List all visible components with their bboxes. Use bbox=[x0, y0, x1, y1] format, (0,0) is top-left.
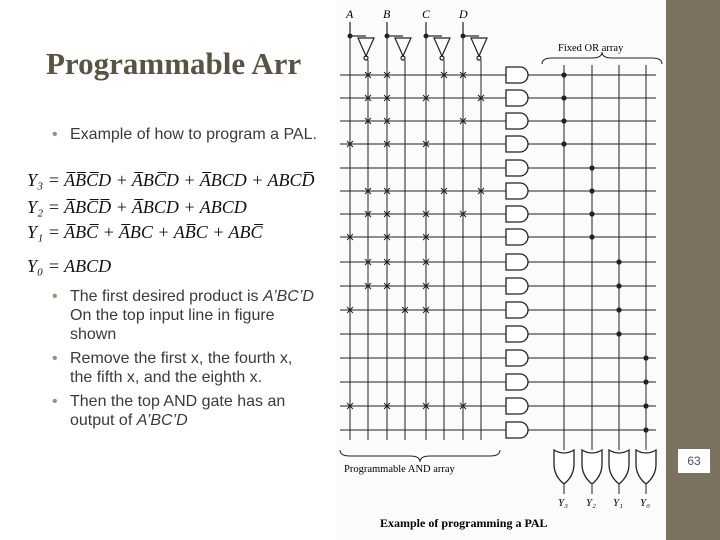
output-label-y3: Y₃ bbox=[558, 497, 568, 509]
equation-y3: Y₃ = A̅B̅C̅D + A̅BC̅D + A̅BCD + ABCD̅ bbox=[27, 170, 315, 190]
input-label-c: C bbox=[422, 7, 431, 21]
equation-y1: Y₁ = A̅BC̅ + A̅BC + AB̅C + ABC̅ bbox=[27, 222, 263, 242]
output-label-y1: Y₁ bbox=[613, 497, 623, 509]
or-output-lines bbox=[564, 484, 646, 494]
bullet-first-product bbox=[52, 287, 314, 344]
or-gates bbox=[554, 450, 656, 484]
and-array-label: Programmable AND array bbox=[344, 464, 455, 475]
page-number: 63 bbox=[677, 448, 711, 474]
bullet-example bbox=[52, 125, 322, 144]
or-connection-dots bbox=[561, 72, 648, 432]
bullet-output bbox=[52, 392, 314, 430]
pal-diagram bbox=[336, 0, 666, 540]
pal-figure bbox=[336, 0, 666, 540]
output-term: A’BC’D bbox=[136, 412, 188, 429]
bullet-remove-text: Remove the first x, the fourth x, the fifth x, and the eighth x. bbox=[70, 350, 293, 386]
product-term: A’BC’D bbox=[262, 288, 314, 305]
output-label-y0: Y₀ bbox=[640, 497, 650, 509]
or-array-label: Fixed OR array bbox=[558, 43, 624, 54]
bullet-dot: • bbox=[52, 288, 58, 305]
bullet-dot: • bbox=[52, 126, 58, 143]
bullet-first-product-text bbox=[52, 287, 314, 344]
and-brace bbox=[340, 450, 500, 462]
bullet-dot: • bbox=[52, 350, 58, 367]
bullet-remove bbox=[52, 349, 314, 387]
or-array-verticals bbox=[564, 65, 646, 450]
input-label-a: A bbox=[346, 7, 354, 21]
bullet-first-product-rest: On the top input line in figure shown bbox=[70, 307, 275, 343]
input-label-d: D bbox=[459, 7, 468, 21]
slide-title: Programmable Arr bbox=[46, 46, 302, 81]
bullet-first-product-prefix: The first desired product is bbox=[70, 288, 259, 305]
output-label-y2: Y₂ bbox=[586, 497, 596, 509]
figure-caption: Example of programming a PAL bbox=[380, 516, 548, 530]
bullet-dot: • bbox=[52, 393, 58, 410]
input-label-b: B bbox=[383, 7, 391, 21]
equation-y2: Y₂ = A̅BC̅D̅ + A̅BCD + ABCD bbox=[27, 197, 247, 217]
equation-y0: Y₀ = ABCD bbox=[27, 256, 112, 276]
bullet-example-text: Example of how to program a PAL. bbox=[70, 126, 317, 143]
input-lines bbox=[350, 22, 487, 60]
bullet-output-text bbox=[52, 392, 314, 430]
and-gates bbox=[506, 67, 528, 438]
bullet-output-prefix: Then the top AND gate has an output of bbox=[70, 393, 286, 429]
